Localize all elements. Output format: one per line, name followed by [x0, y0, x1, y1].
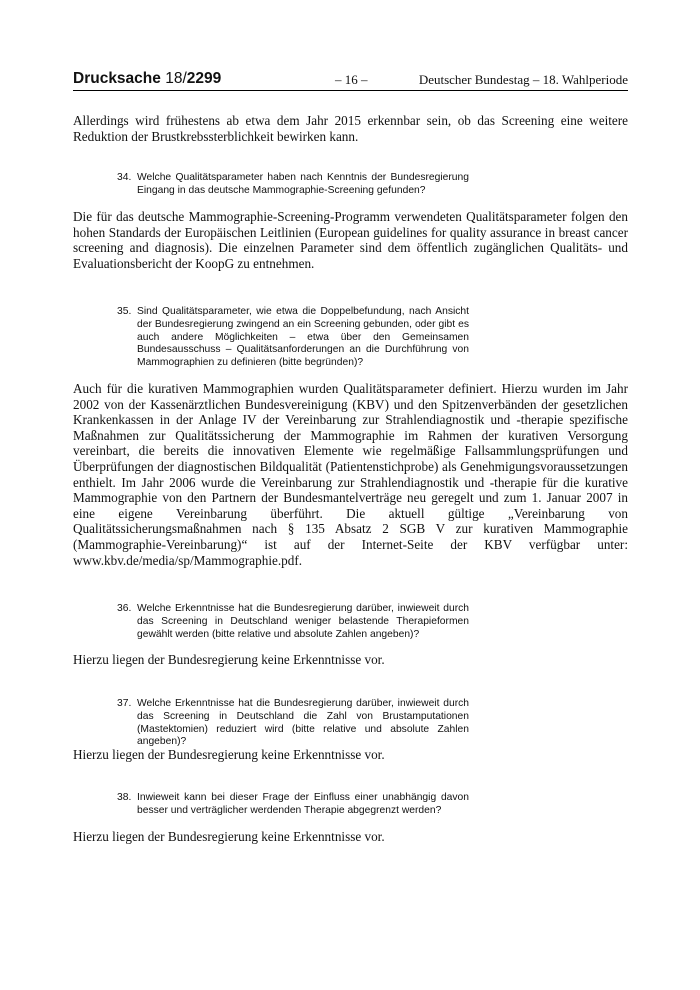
question-37 — [117, 698, 469, 749]
question-text: Inwieweit kann bei dieser Frage der Einfluss einer unabhängig davon besser und verträglicher werdenden Therapie abgegrenzt werden? — [137, 792, 469, 816]
answer-34: Die für das deutsche Mammographie-Screening-Programm verwendeten Qualitätsparameter folgen den hohen Standards der Europäischen Leitlinien (European guidelines for quality assurance in breast cancer screening and diagnosis). Die einzelnen Parameter sind dem öffentlich zugänglichen Qualitäts- und Evaluationsbericht der KoopG zu entnehmen. — [73, 209, 628, 271]
page-header — [73, 70, 628, 91]
question-number: 36. — [117, 603, 132, 614]
question-text: Welche Erkenntnisse hat die Bundesregierung darüber, inwieweit durch das Screening in Deutschland weniger belastende Therapieformen gewählt werden (bitte relative und absolute Zahlen angeben)? — [137, 603, 469, 640]
answer-35: Auch für die kurativen Mammographien wurden Qualitätsparameter definiert. Hierzu wurden im Jahr 2002 von der Kassenärztlichen Bundesvereinigung (KBV) und den Spitzenverbänden der gesetzlichen Krankenkassen in der Anlage IV der Vereinbarung zur Strahlendiagnostik und -therapie spezifische Maßnahmen zur Qualitätssicherung der Mammographie im Rahmen der kurativen Versorgung vereinbart, die bereits die innovativen Elemente wie regelmäßige Fallsammlungsprüfungen und Überprüfungen der diagnostischen Bildqualität (Patientenstichprobe) als Genehmigungsvoraussetzungen enthielt. Im Jahr 2006 wurde die Vereinbarung zur Strahlendiagnostik und -therapie für die kurative Mammographie von den Partnern der Bundesmantelverträge neu geregelt und zum 1. Januar 2007 in eine eigene Vereinbarung überführt. Die aktuell gültige „Vereinbarung von Qualitätssicherungsmaßnahmen nach § 135 Absatz 2 SGB V zur kurativen Mammographie (Mammographie-Vereinbarung)“ ist auf der Internet-Seite der KBV verfügbar unter: www.kbv.de/media/sp/Mammographie.pdf. — [73, 381, 628, 568]
question-35 — [117, 306, 469, 370]
question-34 — [117, 172, 469, 198]
page-number: – 16 – — [335, 72, 368, 87]
question-text: Sind Qualitätsparameter, wie etwa die Doppelbefundung, nach Ansicht der Bundesregierung zwingend an ein Screening gebunden, oder gibt es auch andere Möglichkeiten – etwa über den Gemeinsamen Bundesausschuss – Qualitätsanforderungen an die Durchführung von Mammographien zu definieren (bitte begründen)? — [137, 306, 469, 369]
question-36 — [117, 603, 469, 641]
question-number: 38. — [117, 792, 132, 803]
intro-paragraph: Allerdings wird frühestens ab etwa dem Jahr 2015 erkennbar sein, ob das Screening eine weitere Reduktion der Brustkrebssterblichkeit bewirken kann. — [73, 113, 628, 144]
question-number: 37. — [117, 698, 132, 709]
question-text: Welche Erkenntnisse hat die Bundesregierung darüber, inwieweit durch das Screening in Deutschland die Zahl von Brustamputationen (Mastektomien) reduziert wird (bitte relative und absolute Zahlen angeben)? — [137, 698, 469, 748]
doc-number-main: 2299 — [186, 70, 222, 87]
question-38 — [117, 792, 469, 818]
answer-38: Hierzu liegen der Bundesregierung keine Erkenntnisse vor. — [73, 829, 385, 844]
doc-number-prefix: 18/ — [165, 70, 187, 87]
institution-label: Deutscher Bundestag – 18. Wahlperiode — [418, 72, 628, 87]
question-text: Welche Qualitätsparameter haben nach Kenntnis der Bundesregierung Eingang in das deutsche Mammographie-Screening gefunden? — [137, 172, 469, 196]
document-number — [73, 70, 221, 88]
answer-36: Hierzu liegen der Bundesregierung keine Erkenntnisse vor. — [73, 652, 385, 667]
question-number: 34. — [117, 172, 132, 183]
answer-37: Hierzu liegen der Bundesregierung keine Erkenntnisse vor. — [73, 747, 385, 762]
question-number: 35. — [117, 306, 132, 317]
doc-type-label: Drucksache — [73, 70, 161, 87]
